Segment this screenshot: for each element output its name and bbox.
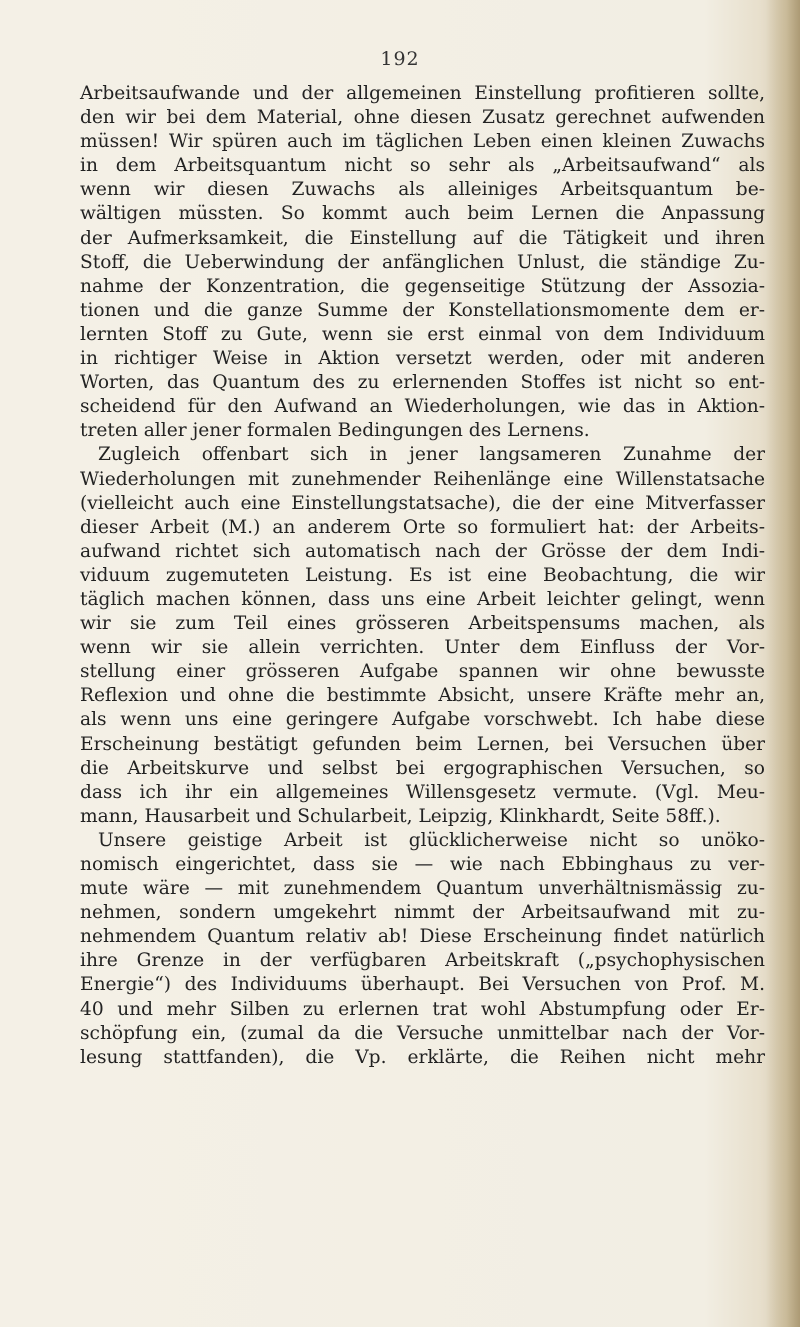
text-line: die Arbeitskurve und selbst bei ergographischen Versuchen, so xyxy=(80,757,765,779)
text-line: in richtiger Weise in Aktion versetzt werden, oder mit anderen xyxy=(80,348,765,370)
text-line: Energie“) des Individuums überhaupt. Bei Versuchen von Prof. M. xyxy=(80,974,765,996)
text-line: (vielleicht auch eine Einstellungstatsache), die der eine Mitverfasser xyxy=(80,492,765,514)
text-line: Zugleich offenbart sich in jener langsameren Zunahme der xyxy=(98,444,765,466)
text-line: 40 und mehr Silben zu erlernen trat wohl Abstumpfung oder Er- xyxy=(80,998,765,1020)
text-line: den wir bei dem Material, ohne diesen Zusatz gerechnet aufwenden xyxy=(80,107,765,129)
text-line: Stoff, die Ueberwindung der anfänglichen Unlust, die ständige Zu- xyxy=(80,251,765,273)
text-line: mute wäre — mit zunehmendem Quantum unverhältnismässig zu- xyxy=(80,878,765,900)
text-line: müssen! Wir spüren auch im täglichen Leben einen kleinen Zuwachs xyxy=(80,131,765,153)
text-line: Worten, das Quantum des zu erlernenden Stoffes ist nicht so ent- xyxy=(80,372,765,394)
text-line: lesung stattfanden), die Vp. erklärte, die Reihen nicht mehr xyxy=(80,1046,765,1068)
text-line: täglich machen können, dass uns eine Arbeit leichter gelingt, wenn xyxy=(80,588,765,610)
text-line: scheidend für den Aufwand an Wiederholungen, wie das in Aktion- xyxy=(80,396,765,418)
text-line: mann, Hausarbeit und Schularbeit, Leipzig, Klinkhardt, Seite 58ff.). xyxy=(80,805,721,827)
text-line: stellung einer grösseren Aufgabe spannen wir ohne bewusste xyxy=(80,661,765,683)
text-line: viduum zugemuteten Leistung. Es ist eine Beobachtung, die wir xyxy=(80,564,765,586)
body-text xyxy=(80,82,765,1070)
text-line: dass ich ihr ein allgemeines Willensgesetz vermute. (Vgl. Meu- xyxy=(80,781,765,803)
text-line: schöpfung ein, (zumal da die Versuche unmittelbar nach der Vor- xyxy=(80,1022,765,1044)
text-line: tionen und die ganze Summe der Konstellationsmomente dem er- xyxy=(80,299,765,321)
page-number: 192 xyxy=(380,48,420,70)
page-edge-shadow xyxy=(766,0,800,1327)
text-line: wir sie zum Teil eines grösseren Arbeitspensums machen, als xyxy=(80,613,765,635)
text-line: aufwand richtet sich automatisch nach der Grösse der dem Indi- xyxy=(80,540,765,562)
text-line: in dem Arbeitsquantum nicht so sehr als „Arbeitsaufwand“ als xyxy=(80,155,765,177)
text-line: der Aufmerksamkeit, die Einstellung auf die Tätigkeit und ihren xyxy=(80,227,765,249)
text-line: ihre Grenze in der verfügbaren Arbeitskraft („psychophysischen xyxy=(80,950,765,972)
text-line: nahme der Konzentration, die gegenseitige Stützung der Assozia- xyxy=(80,275,765,297)
text-line: dieser Arbeit (M.) an anderem Orte so formuliert hat: der Arbeits- xyxy=(80,516,765,538)
text-line: als wenn uns eine geringere Aufgabe vorschwebt. Ich habe diese xyxy=(80,709,765,731)
text-line: Arbeitsaufwande und der allgemeinen Einstellung profitieren sollte, xyxy=(80,83,765,104)
text-line: nehmendem Quantum relativ ab! Diese Erscheinung findet natürlich xyxy=(80,926,765,948)
text-line: Unsere geistige Arbeit ist glücklicherweise nicht so unöko- xyxy=(98,829,765,851)
text-line: nehmen, sondern umgekehrt nimmt der Arbeitsaufwand mit zu- xyxy=(80,902,765,924)
text-line: wenn wir diesen Zuwachs als alleiniges Arbeitsquantum be- xyxy=(80,179,765,201)
text-line: Erscheinung bestätigt gefunden beim Lernen, bei Versuchen über xyxy=(80,733,765,755)
text-line: treten aller jener formalen Bedingungen des Lernens. xyxy=(80,420,590,442)
text-line: lernten Stoff zu Gute, wenn sie erst einmal von dem Individuum xyxy=(80,323,765,345)
text-line: wältigen müssten. So kommt auch beim Lernen die Anpassung xyxy=(80,203,765,225)
text-line: nomisch eingerichtet, dass sie — wie nach Ebbinghaus zu ver- xyxy=(80,854,765,875)
text-line: Reflexion und ohne die bestimmte Absicht, unsere Kräfte mehr an, xyxy=(80,685,765,707)
text-line: wenn wir sie allein verrichten. Unter dem Einfluss der Vor- xyxy=(80,637,765,659)
text-line: Wiederholungen mit zunehmender Reihenlänge eine Willenstatsache xyxy=(80,468,765,490)
